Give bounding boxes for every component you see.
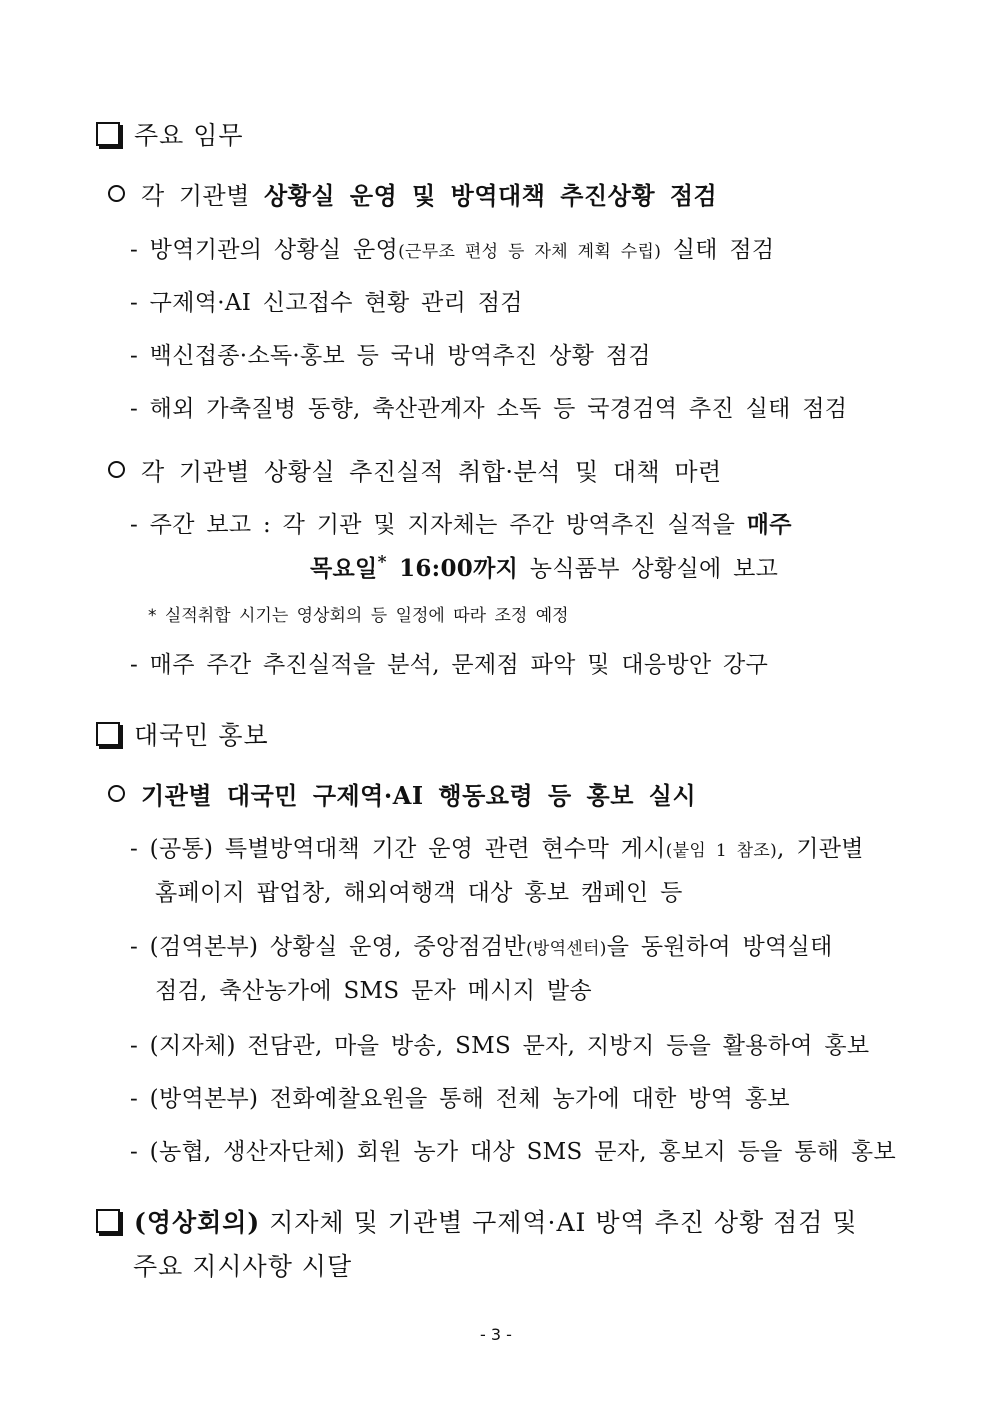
section-heading-video-conference-cont: 주요 지시사항 시달	[133, 1252, 353, 1281]
square-bullet-icon	[96, 722, 120, 746]
sub-item-local-gov: - (지자체) 전담관, 마을 방송, SMS 문자, 지방지 등을 활용하여 홍보	[130, 1033, 870, 1059]
sub-item-nh: - (농협, 생산자단체) 회원 농가 대상 SMS 문자, 홍보지 등을 통해 홍보	[130, 1139, 896, 1165]
sub-item-3: - 백신접종·소독·홍보 등 국내 방역추진 상황 점검	[130, 343, 651, 369]
sub-item-1: - 방역기관의 상황실 운영(근무조 편성 등 자체 계획 수립) 실태 점검	[130, 237, 775, 263]
sub-item-hq: - (방역본부) 전화예찰요원을 통해 전체 농가에 대한 방역 홍보	[130, 1086, 790, 1112]
sub-item-quarantine-cont: 점검, 축산농가에 SMS 문자 메시지 발송	[155, 978, 592, 1004]
bullet-item-pr: 기관별 대국민 구제역·AI 행동요령 등 홍보 실시	[108, 776, 696, 811]
sub-item-2: - 구제역·AI 신고접수 현황 관리 점검	[130, 290, 523, 316]
sub-item-common: - (공통) 특별방역대책 기간 운영 관련 현수막 게시(붙임 1 참조), 기관별	[130, 836, 864, 862]
circle-bullet-icon	[108, 185, 125, 202]
square-bullet-icon	[96, 122, 120, 146]
bullet-item-performance: 각 기관별 상황실 추진실적 취합·분석 및 대책 마련	[108, 452, 722, 487]
page-number: - 3 -	[480, 1325, 512, 1344]
section-heading-main-duties: 주요 임무	[96, 116, 244, 152]
circle-bullet-icon	[108, 785, 125, 802]
sub-item-4: - 해외 가축질병 동향, 축산관계자 소독 등 국경검역 추진 실태 점검	[130, 396, 848, 422]
sub-item-common-cont: 홈페이지 팝업창, 해외여행객 대상 홍보 캠페인 등	[155, 880, 683, 906]
bullet-item-situation-room: 각 기관별 상황실 운영 및 방역대책 추진상황 점검	[108, 176, 717, 211]
sub-item-quarantine: - (검역본부) 상황실 운영, 중앙점검반(방역센터)을 동원하여 방역실태	[130, 934, 833, 960]
section-heading-public-relations: 대국민 홍보	[96, 716, 269, 752]
square-bullet-icon	[96, 1209, 120, 1233]
footnote: * 실적취합 시기는 영상회의 등 일정에 따라 조정 예정	[148, 606, 569, 626]
sub-item-weekly-report-cont: 목요일* 16:00까지 농식품부 상황실에 보고	[310, 552, 779, 582]
section-heading-video-conference: (영상회의) 지자체 및 기관별 구제역·AI 방역 추진 상황 점검 및	[96, 1203, 858, 1239]
sub-item-analysis: - 매주 주간 추진실적을 분석, 문제점 파악 및 대응방안 강구	[130, 652, 769, 678]
sub-item-weekly-report: - 주간 보고 : 각 기관 및 지자체는 주간 방역추진 실적을 매주	[130, 511, 792, 538]
circle-bullet-icon	[108, 461, 125, 478]
